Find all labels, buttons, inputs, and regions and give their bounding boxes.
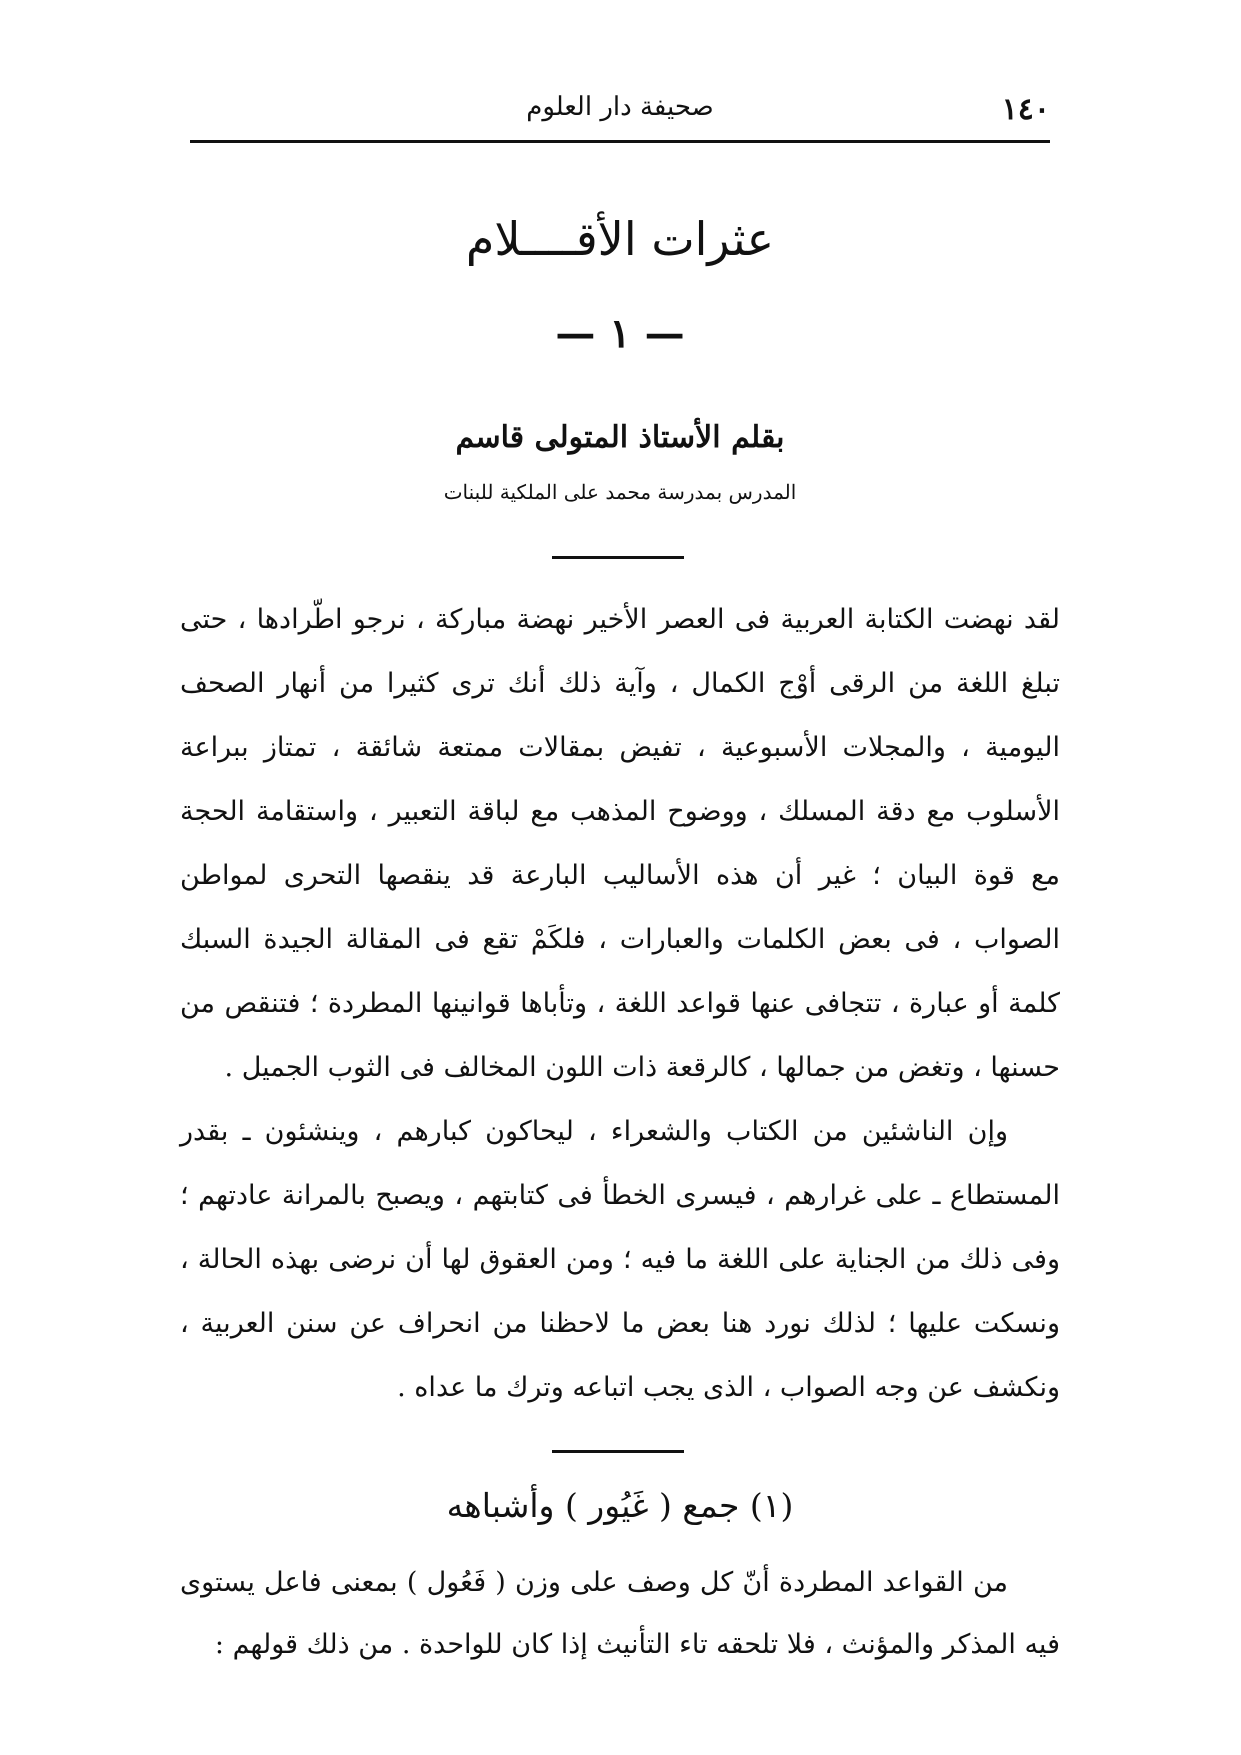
part-number: — ١ — [555, 310, 685, 357]
page-header [190, 88, 1050, 136]
header-rule [190, 140, 1050, 143]
body-paragraph-1: لقد نهضت الكتابة العربية فى العصر الأخير نهضة مباركة ، نرجو اطّرادها ، حتى تبلغ اللغة من الرقى أوْج الكمال ، وآية ذلك أنك ترى كثيرا من أنهار الصحف اليومية ، والمجلات الأسبوعية ، تفيض بمقالات ممتعة شائقة ، تمتاز ببراعة الأسلوب مع دقة المسلك ، ووضوح المذهب مع لباقة التعبير ، واستقامة الحجة مع قوة البيان ؛ غير أن هذه الأساليب البارعة قد ينقصها التحرى لمواطن الصواب ، فى بعض الكلمات والعبارات ، فلكَمْ تقع فى المقالة الجيدة السبك كلمة أو عبارة ، تتجافى عنها قواعد اللغة ، وتأباها قوانينها المطردة ؛ فتنقص من حسنها ، وتغض من جمالها ، كالرقعة ذات اللون المخالف فى الثوب الجميل . [180, 604, 1060, 1083]
section-divider-2 [552, 1450, 684, 1453]
article-title: عثرات الأقــــلام [465, 212, 775, 266]
page-number: ١٤٠ [1001, 92, 1050, 127]
section-paragraph: من القواعد المطردة أنّ كل وصف على وزن ( فَعُول ) بمعنى فاعل يستوى فيه المذكر والمؤنث ، فلا تلحقه تاء التأنيث إذا كان للواحدة . من ذلك قولهم : [180, 1567, 1060, 1660]
body-paragraph-2: وإن الناشئين من الكتاب والشعراء ، ليحاكون كبارهم ، وينشئون ـ بقدر المستطاع ـ على غرارهم ، فيسرى الخطأ فى كتابتهم ، ويصبح بالمرانة عادتهم ؛ وفى ذلك من الجناية على اللغة ما فيه ؛ ومن العقوق لها أن نرضى بهذه الحالة ، ونسكت عليها ؛ لذلك نورد هنا بعض ما لاحظنا من انحراف عن سنن العربية ، ونكشف عن وجه الصواب ، الذى يجب اتباعه وترك ما عداه . [180, 1116, 1060, 1403]
running-title: صحيفة دار العلوم [526, 92, 714, 122]
author-byline: بقلم الأستاذ المتولى قاسم [455, 420, 785, 455]
section-divider [552, 556, 684, 559]
author-affiliation: المدرس بمدرسة محمد على الملكية للبنات [443, 480, 797, 504]
section-heading: (١) جمع ( غَيُور ) وأشباهه [446, 1486, 794, 1525]
